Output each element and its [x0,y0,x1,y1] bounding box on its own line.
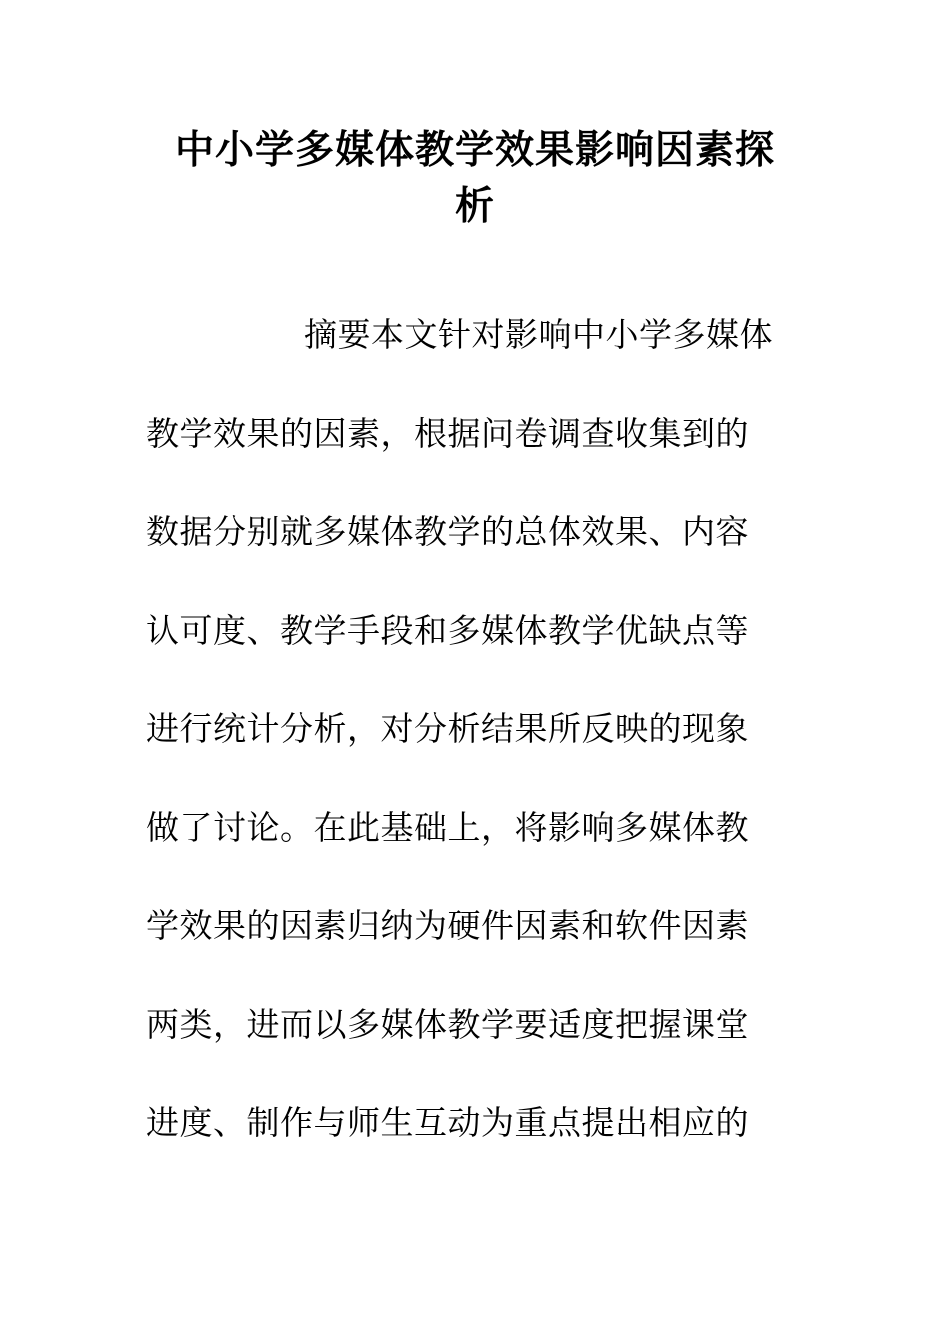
abstract-line: 摘要本文针对影响中小学多媒体 [304,315,773,354]
abstract-paragraph [146,305,806,1192]
abstract-line: 学效果的因素归纳为硬件因素和软件因素 [146,906,749,945]
title-line: 析 [454,184,495,229]
abstract-line: 进度、制作与师生互动为重点提出相应的 [146,1103,749,1142]
abstract-line: 认可度、教学手段和多媒体教学优缺点等 [146,610,749,650]
abstract-line: 数据分别就多媒体教学的总体效果、内容 [146,512,749,551]
abstract-line: 两类，进而以多媒体教学要适度把握课堂 [146,1004,749,1044]
abstract-line: 进行统计分析，对分析结果所反映的现象 [146,709,749,748]
abstract-line: 教学效果的因素，根据问卷调查收集到的 [146,413,749,453]
abstract-line: 做了讨论。在此基础上，将影响多媒体教 [146,807,749,847]
title-line: 中小学多媒体教学效果影响因素探 [174,128,775,173]
document-title [150,123,800,235]
